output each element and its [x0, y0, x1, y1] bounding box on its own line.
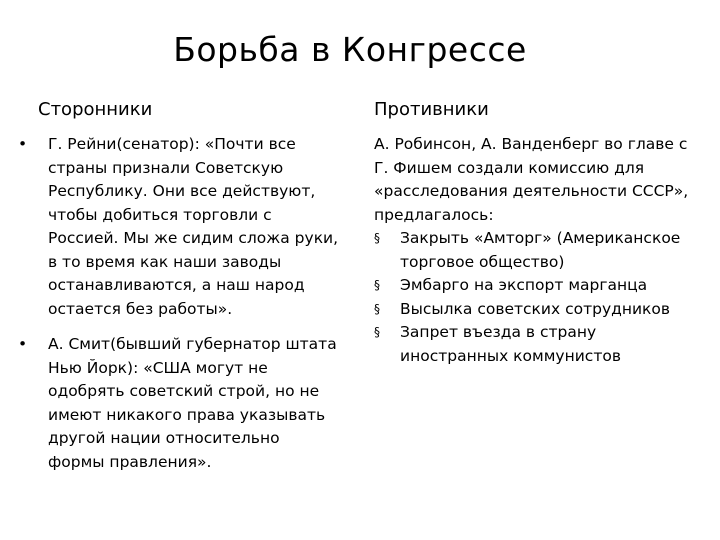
- section-bullet-icon: §: [374, 231, 380, 245]
- bullet-icon: •: [18, 135, 28, 153]
- slide-title: Борьба в Конгрессе: [173, 30, 527, 69]
- proposal-item: [374, 298, 704, 322]
- section-bullet-icon: §: [374, 278, 380, 292]
- supporters-column: [18, 133, 340, 486]
- supporter-quote-rainey: [18, 133, 340, 321]
- bullet-icon: •: [18, 335, 28, 353]
- supporters-heading: Сторонники: [38, 99, 153, 120]
- supporter-quote-text: А. Смит(бывший губернатор штата Нью Йорк): «США могут не одобрять советский строй, но не имеют никакого права указывать другой нации относительно формы правления».: [48, 335, 337, 471]
- proposal-text: Закрыть «Амторг» (Американское торговое общество): [400, 229, 681, 271]
- opponents-heading: Противники: [374, 99, 489, 120]
- opponents-column: [374, 133, 704, 368]
- section-bullet-icon: §: [374, 325, 380, 339]
- proposal-item: [374, 227, 704, 274]
- supporter-quote-smith: [18, 333, 340, 474]
- proposal-text: Эмбарго на экспорт марганца: [400, 276, 648, 294]
- supporter-quote-text: Г. Рейни(сенатор): «Почти все страны признали Советскую Республику. Они все действуют, чтобы добиться торговли с Россией. Мы же сидим сложа руки, в то время как наши заводы останавливаются, а наш народ остается без работы».: [48, 135, 339, 318]
- proposal-item: [374, 321, 704, 368]
- proposal-text: Высылка советских сотрудников: [400, 299, 671, 318]
- opponents-intro: А. Робинсон, А. Ванденберг во главе с Г. Фишем создали комиссию для «расследования деятельности СССР», предлагалось:: [374, 135, 689, 224]
- proposal-text: Запрет въезда в страну иностранных коммунистов: [400, 323, 621, 365]
- proposal-item: [374, 274, 704, 298]
- section-bullet-icon: §: [374, 301, 380, 316]
- proposals-list: [374, 227, 704, 368]
